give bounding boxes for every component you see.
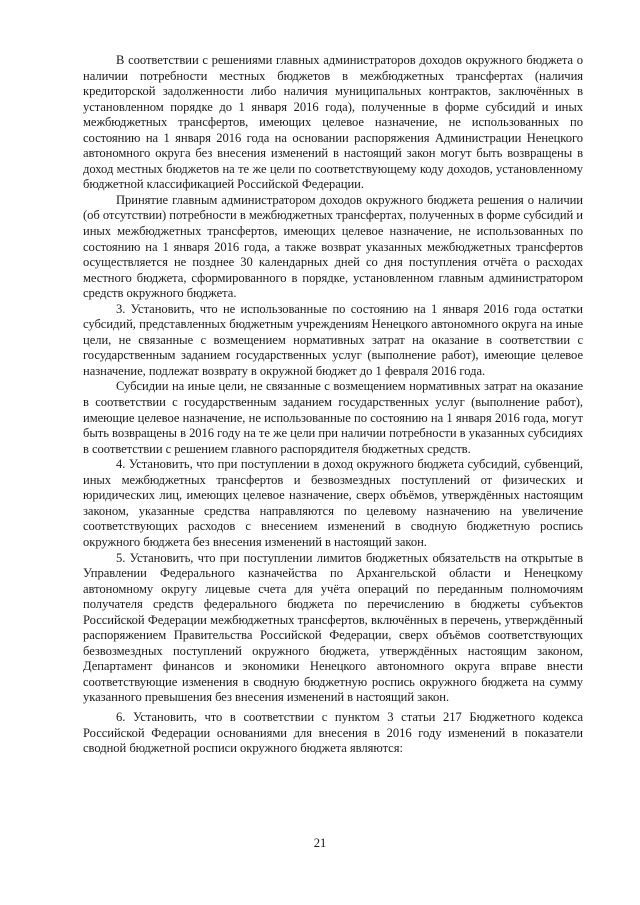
paragraph-subsidies-other-purposes: Субсидии на иные цели, не связанные с возмещением нормативных затрат на оказание в соответствии с государственным заданием государственных услуг (выполнение работ), имеющие целевое назначение, не использованные по состоянию на 1 января 2016 года, могут быть возвращены в 2016 году на те же цели при наличии потребности в указанных субсидиях в соответствии с решением главного распорядителя бюджетных средств. <box>83 379 583 456</box>
paragraph-clause-5: 5. Установить, что при поступлении лимитов бюджетных обязательств на открытые в Управлении Федерального казначейства по Архангельской области и Ненецкому автономному округу лицевые счета для учёта операций по переданным полномочиям получателя средств федерального бюджета по перечислению в бюджеты субъектов Российской Федерации межбюджетных трансфертов, включённых в перечень, утверждённый распоряжением Правительства Российской Федерации, сверх объёмов соответствующих безвозмездных поступлений окружного бюджета, утверждённых настоящим законом, Департамент финансов и экономики Ненецкого автономного округа вправе внести соответствующие изменения в сводную бюджетную роспись окружного бюджета на сумму указанного превышения без внесения изменений в настоящий закон. <box>83 550 583 705</box>
document-page <box>83 53 583 757</box>
paragraph-decision-on-need: Принятие главным администратором доходов окружного бюджета решения о наличии (об отсутствии) потребности в межбюджетных трансфертах, полученных в форме субсидий и иных межбюджетных трансфертов, имеющих целевое назначение, не использованных по состоянию на 1 января 2016 года, а также возврат указанных межбюджетных трансфертов осуществляется не позднее 30 календарных дней со дня поступления отчёта о расходах местного бюджета, сформированного в порядке, установленном главным администратором средств окружного бюджета. <box>83 192 583 301</box>
page-number: 21 <box>313 836 327 850</box>
paragraph-clause-4: 4. Установить, что при поступлении в доход окружного бюджета субсидий, субвенций, иных межбюджетных трансфертов и безвозмездных поступлений от физических и юридических лиц, имеющих целевое назначение, сверх объёмов, утверждённых настоящим законом, указанные средства направляются по целевому назначению на увеличение соответствующих расходов с внесением изменений в сводную бюджетную роспись окружного бюджета без внесения изменений в настоящий закон. <box>83 457 583 549</box>
paragraph-clause-3: 3. Установить, что не использованные по состоянию на 1 января 2016 года остатки субсидий, представленных бюджетным учреждениям Ненецкого автономного округа на иные цели, не связанные с возмещением нормативных затрат на оказание в соответствии с государственным заданием государственных услуг (выполнение работ), имеющие целевое назначение, подлежат возврату в окружной бюджет до 1 февраля 2016 года. <box>83 301 583 378</box>
paragraph-return-to-local-budgets: В соответствии с решениями главных администраторов доходов окружного бюджета о наличии потребности местных бюджетов в межбюджетных трансфертах (наличия кредиторской задолженности либо наличия муниципальных контрактов, заключённых в установленном порядке до 1 января 2016 года), полученные в форме субсидий и иных межбюджетных трансфертов, имеющих целевое назначение, не использованных по состоянию на 1 января 2016 года на основании распоряжения Администрации Ненецкого автономного округа без внесения изменений в настоящий закон могут быть возвращены в доход местных бюджетов на те же цели по соответствующему коду доходов, установленному бюджетной классификацией Российской Федерации. <box>83 53 583 192</box>
paragraph-clause-6: 6. Установить, что в соответствии с пунктом 3 статьи 217 Бюджетного кодекса Российской Федерации основаниями для внесения в 2016 году изменений в показатели сводной бюджетной росписи окружного бюджета являются: <box>83 709 583 756</box>
